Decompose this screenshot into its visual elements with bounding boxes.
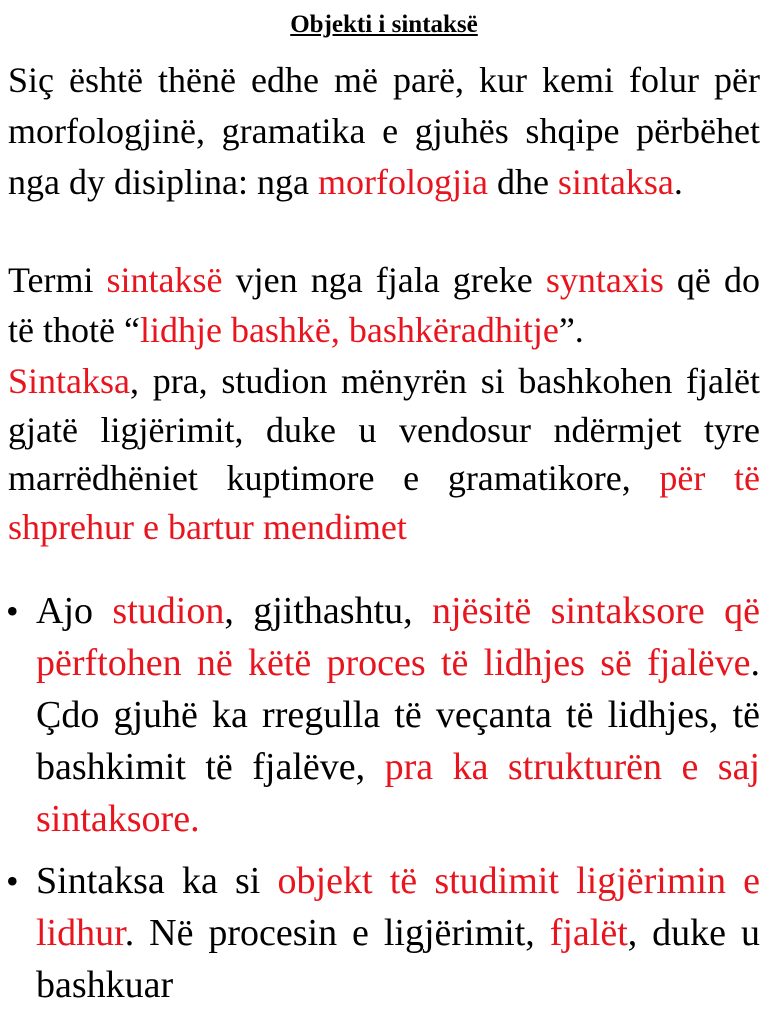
slide-title: Objekti i sintaksë: [290, 11, 478, 38]
term-sintaksa: sintaksa: [557, 162, 674, 202]
etymology-text-1: Termi: [8, 260, 107, 300]
term-morfologjia: morfologjia: [317, 162, 488, 202]
intro-text-3: .: [673, 162, 683, 202]
term-sintaksa-definition: Sintaksa: [8, 361, 130, 401]
term-struktura-sintaksore: pra ka strukturën e saj sintaksore.: [36, 746, 760, 840]
paragraph-etymology: [8, 255, 760, 355]
definition-purpose: për të shprehur e bartur mendimet: [8, 458, 760, 547]
bullet-2-text-2: . Në procesin e ligjërimit,: [124, 912, 550, 954]
bullet-2-text-1: Sintaksa ka si: [36, 860, 278, 902]
term-studion: studion: [112, 590, 225, 632]
term-sintakse: sintaksë: [106, 260, 223, 300]
etymology-text-2: vjen nga fjala greke: [222, 260, 546, 300]
bullet-1-text-3: . Çdo gjuhë ka rregulla të veçanta të lidhjes, të bashkimit të fjalëve,: [36, 642, 760, 788]
intro-text-1: Siç është thënë edhe më parë, kur kemi folur për morfologjinë, gramatika e gjuhës shqipe përbëhet nga dy disiplina: nga: [8, 60, 760, 202]
definition-text-1: , pra, studion mënyrën si bashkohen fjalët gjatë ligjërimit, duke u vendosur ndërmjet tyre marrëdhëniet kuptimore e gramatikore,: [8, 361, 760, 498]
term-syntaxis: syntaxis: [545, 260, 664, 300]
bullet-1-text-2: , gjithashtu,: [224, 590, 433, 632]
bullet-1-text-1: Ajo: [36, 590, 113, 632]
bullet-2-text: [36, 855, 760, 1011]
paragraph-definition: [8, 357, 760, 577]
intro-text-2: dhe: [487, 162, 558, 202]
etymology-text-4: ”.: [558, 310, 584, 350]
bullet-1-text: [36, 585, 760, 845]
term-fjalet: fjalët: [549, 912, 628, 954]
bullet-2-text-3: , duke u bashkuar: [36, 912, 760, 1006]
bullet-icon: •: [6, 861, 19, 901]
term-objekt-i-studimit: objekt të studimit ligjërimin e lidhur: [36, 860, 761, 954]
paragraph-intro: [8, 55, 760, 208]
term-meaning: lidhje bashkë, bashkëradhitje: [139, 310, 559, 350]
etymology-text-3: që do të thotë “: [8, 260, 760, 350]
bullet-icon: •: [6, 591, 19, 631]
term-njesite-sintaksore: njësitë sintaksore që përftohen në këtë proces të lidhjes së fjalëve: [36, 590, 761, 684]
